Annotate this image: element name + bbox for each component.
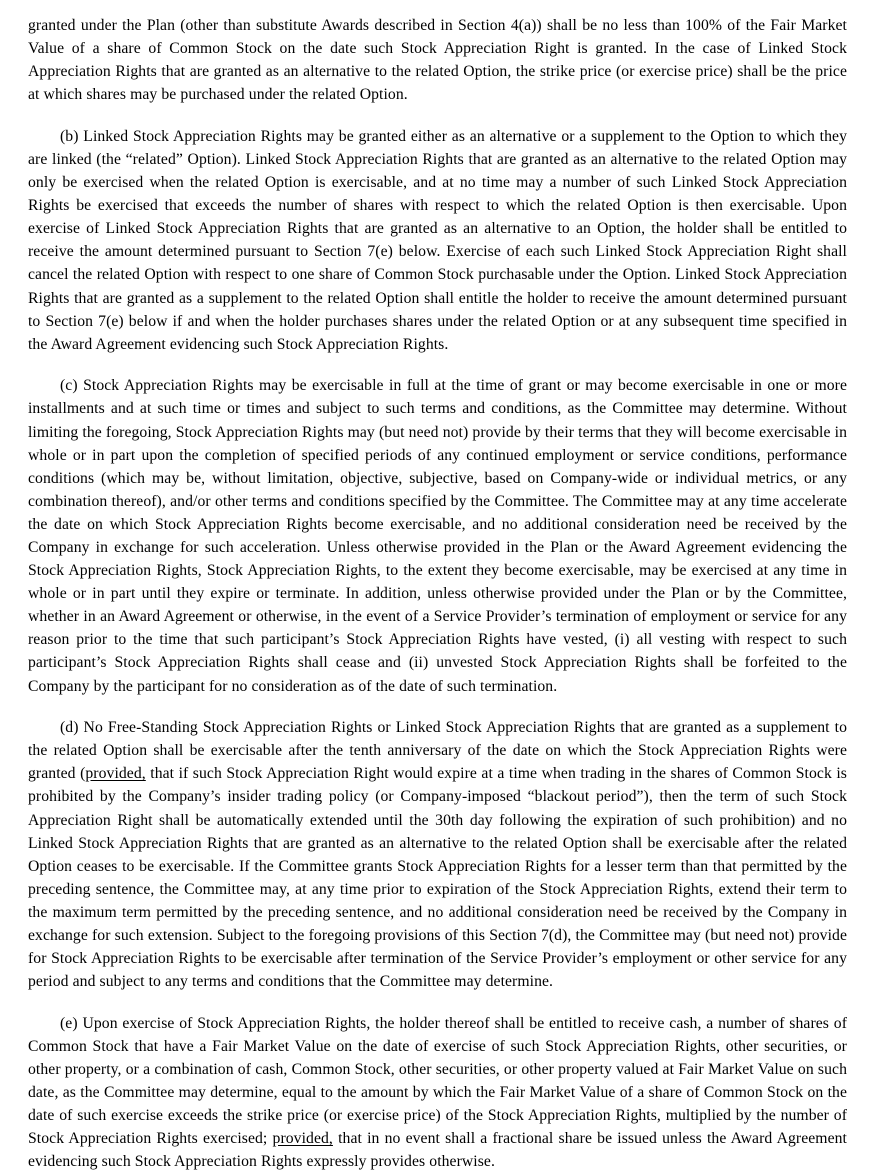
paragraph-continued-a: granted under the Plan (other than substitute Awards described in Section 4(a)) shall be no less than 100% of the Fair Market Value of a share of Common Stock on the date such Stock Appreciation Right is granted. In the case of Linked Stock Appreciation Rights that are granted as an alternative to the related Option, the strike price (or exercise price) shall be the price at which shares may be purchased under the related Option. <box>28 17 847 104</box>
paragraph-e-underlined-provided: provided, <box>272 1130 333 1148</box>
paragraph-d-text-after: that if such Stock Appreciation Right would expire at a time when trading in the shares of Common Stock is prohibited by the Company’s insider trading policy (or Company-imposed “blackout period”), then the term of such Stock Appreciation Right shall be automatically extended until the 30th day following the expiration of such prohibition) and no Linked Stock Appreciation Rights that are granted as an alternative to the related Option shall be exercisable after the related Option ceases to be exercisable. If the Committee grants Stock Appreciation Rights for a lesser term than that permitted by the preceding sentence, the Committee may, at any time prior to expiration of the Stock Appreciation Rights, extend their term to the maximum term permitted by the preceding sentence, and no additional consideration need be received by the Company in exchange for such extension. Subject to the foregoing provisions of this Section 7(d), the Committee may (but need not) provide for Stock Appreciation Rights to be exercisable after termination of the Service Provider’s employment or other service for any period and subject to any terms and conditions that the Committee may determine. <box>28 765 847 991</box>
paragraph-d <box>28 716 847 993</box>
paragraph-e-text-before: (e) Upon exercise of Stock Appreciation Rights, the holder thereof shall be entitled to receive cash, a number of shares of Common Stock that have a Fair Market Value on the date of exercise of such Stock Appreciation Rights, other securities, or other property, or a combination of cash, Common Stock, other securities, or other property valued at Fair Market Value on such date, as the Committee may determine, equal to the amount by which the Fair Market Value of a share of Common Stock on the date of such exercise exceeds the strike price (or exercise price) of the Stock Appreciation Rights, multiplied by the number of Stock Appreciation Rights exercised; <box>28 1014 847 1148</box>
paragraph-e-text-after: that in no event shall a fractional share be issued unless the Award Agreement evidencing such Stock Appreciation Rights expressly provides otherwise. <box>28 1130 847 1171</box>
document-text-body <box>28 14 847 1173</box>
paragraph-e <box>28 1012 847 1173</box>
paragraph-d-text-before: (d) No Free-Standing Stock Appreciation Rights or Linked Stock Appreciation Rights that are granted as a supplement to the related Option shall be exercisable after the tenth anniversary of the date on which the Stock Appreciation Rights were granted ( <box>28 719 847 783</box>
paragraph-c: (c) Stock Appreciation Rights may be exercisable in full at the time of grant or may become exercisable in one or more installments and at such time or times and subject to such terms and conditions, as the Committee may determine. Without limiting the foregoing, Stock Appreciation Rights may (but need not) provide by their terms that they will become exercisable in whole or in part upon the completion of specified periods of any continued employment or service conditions, performance conditions (which may be, without limitation, objective, subjective, based on Company-wide or individual metrics, or any combination thereof), and/or other terms and conditions specified by the Committee. The Committee may at any time accelerate the date on which Stock Appreciation Rights become exercisable, and no additional consideration need be received by the Company in exchange for such acceleration. Unless otherwise provided in the Plan or the Award Agreement evidencing the Stock Appreciation Rights, Stock Appreciation Rights, to the extent they become exercisable, may be exercised at any time in whole or in part until they expire or terminate. In addition, unless otherwise provided under the Plan or by the Committee, whether in an Award Agreement or otherwise, in the event of a Service Provider’s termination of employment or service for any reason prior to the time that such participant’s Stock Appreciation Rights have vested, (i) all vesting with respect to such participant’s Stock Appreciation Rights shall cease and (ii) unvested Stock Appreciation Rights shall be forfeited to the Company by the participant for no consideration as of the date of such termination. <box>28 377 847 695</box>
paragraph-b: (b) Linked Stock Appreciation Rights may be granted either as an alternative or a supplement to the Option to which they are linked (the “related” Option). Linked Stock Appreciation Rights that are granted as an alternative to the related Option may only be exercised when the related Option is exercisable, and at no time may a number of such Linked Stock Appreciation Rights be exercised that exceeds the number of shares with respect to which the related Option is then exercisable. Upon exercise of Linked Stock Appreciation Rights that are granted as an alternative to an Option, the holder shall be entitled to receive the amount determined pursuant to Section 7(e) below. Exercise of each such Linked Stock Appreciation Right shall cancel the related Option with respect to one share of Common Stock purchasable under the Option. Linked Stock Appreciation Rights that are granted as a supplement to the related Option shall entitle the holder to receive the amount determined pursuant to Section 7(e) below if and when the holder purchases shares under the related Option or at any subsequent time specified in the Award Agreement evidencing such Stock Appreciation Rights. <box>28 127 847 353</box>
paragraph-d-underlined-provided: provided, <box>85 765 146 783</box>
